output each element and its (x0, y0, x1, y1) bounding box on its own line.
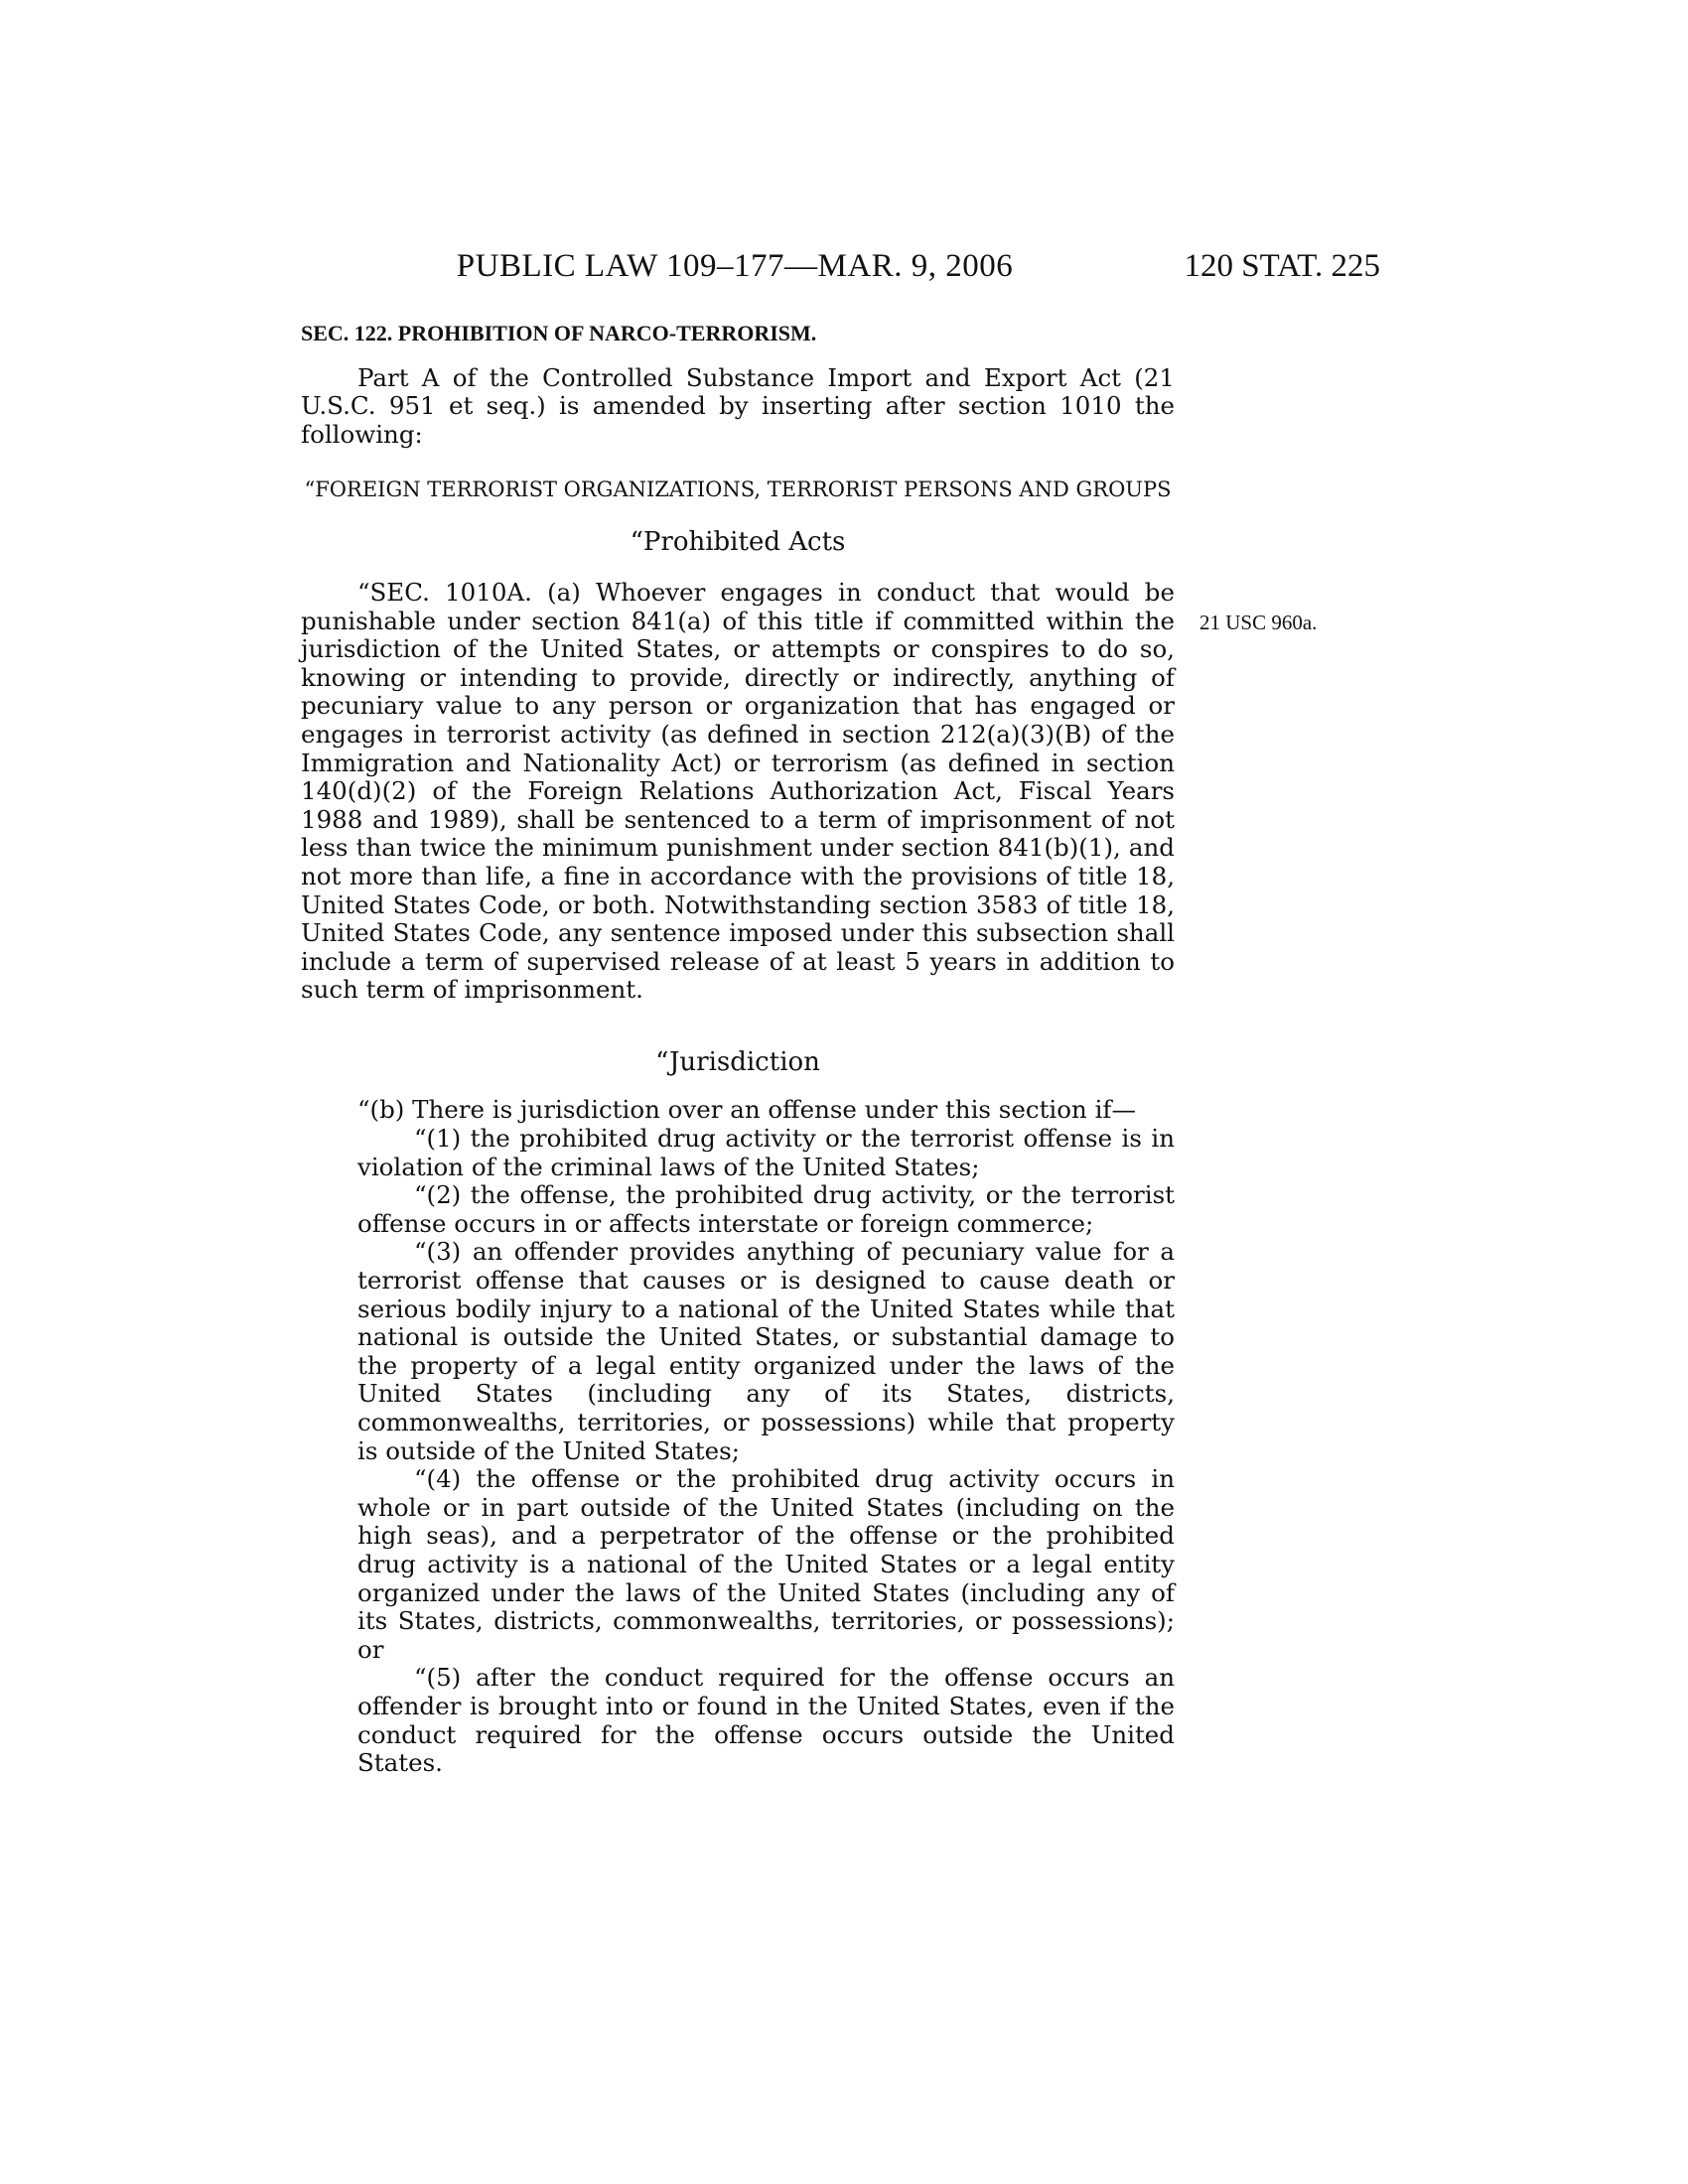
running-head (0, 248, 1688, 288)
subsection-b: “(b) There is jurisdiction over an offense under this section if— (357, 1095, 1136, 1125)
subsection-a: “SEC. 1010A. (a) Whoever engages in conduct that would be punishable under section 841(a) of this title if committed within the jurisdiction of the United States, or attempts or conspires to do so, knowing or intending to provide, directly or indirectly, anything of pecuniary value to any person or organization that has engaged or engages in terrorist activity (as defined in section 212(a)(3)(B) of the Immigration and Nationality Act) or terrorism (as defined in section 140(d)(2) of the Foreign Relations Authorization Act, Fiscal Years 1988 and 1989), shall be sentenced to a term of imprisonment of not less than twice the minimum punishment under section 841(b)(1), and not more than life, a fine in accordance with the provisions of title 18, United States Code, or both. Notwithstanding section 3583 of title 18, United States Code, any sentence imposed under this subsection shall include a term of supervised release of at least 5 years in addition to such term of imprisonment. (301, 577, 1175, 1005)
stat-page-number: 120 STAT. 225 (1184, 248, 1380, 284)
running-head-title: PUBLIC LAW 109–177—MAR. 9, 2006 (456, 248, 1014, 284)
list-item: “(1) the prohibited drug activity or the terrorist offense is in violation of the criminal laws of the United States; (357, 1124, 1175, 1181)
part-heading: “FOREIGN TERRORIST ORGANIZATIONS, TERRORIST PERSONS AND GROUPS (304, 478, 1172, 502)
list-item: “(5) after the conduct required for the offense occurs an offender is brought into or found in the United States, even if the conduct required for the offense occurs outside the United States. (357, 1663, 1175, 1778)
body-text (301, 320, 1175, 1778)
jurisdiction-heading: “Jurisdiction (655, 1046, 820, 1077)
list-item: “(3) an offender provides anything of pecuniary value for a terrorist offense that causes or is designed to cause death or serious bodily injury to a national of the United States while that national is outside the United States, or substantial damage to the property of a legal entity organized under the laws of the United States (including any of its States, districts, commonwealths, territories, or possessions) while that property is outside of the United States; (357, 1237, 1175, 1465)
margin-citation: 21 USC 960a. (1199, 611, 1318, 634)
prohibited-acts-heading: “Prohibited Acts (630, 527, 846, 558)
list-item: “(2) the offense, the prohibited drug activity, or the terrorist offense occurs in or affects interstate or foreign commerce; (357, 1180, 1175, 1238)
intro-paragraph: Part A of the Controlled Substance Import and Export Act (21 U.S.C. 951 et seq.) is amended by inserting after section 1010 the following: (301, 362, 1175, 449)
section-heading: SEC. 122. PROHIBITION OF NARCO-TERRORISM. (301, 321, 817, 345)
list-item: “(4) the offense or the prohibited drug activity occurs in whole or in part outside of the United States (including on the high seas), and a perpetrator of the offense or the prohibited drug activity is a national of the United States or a legal entity organized under the laws of the United States (including any of its States, districts, commonwealths, territories, or possessions); or (357, 1464, 1175, 1664)
